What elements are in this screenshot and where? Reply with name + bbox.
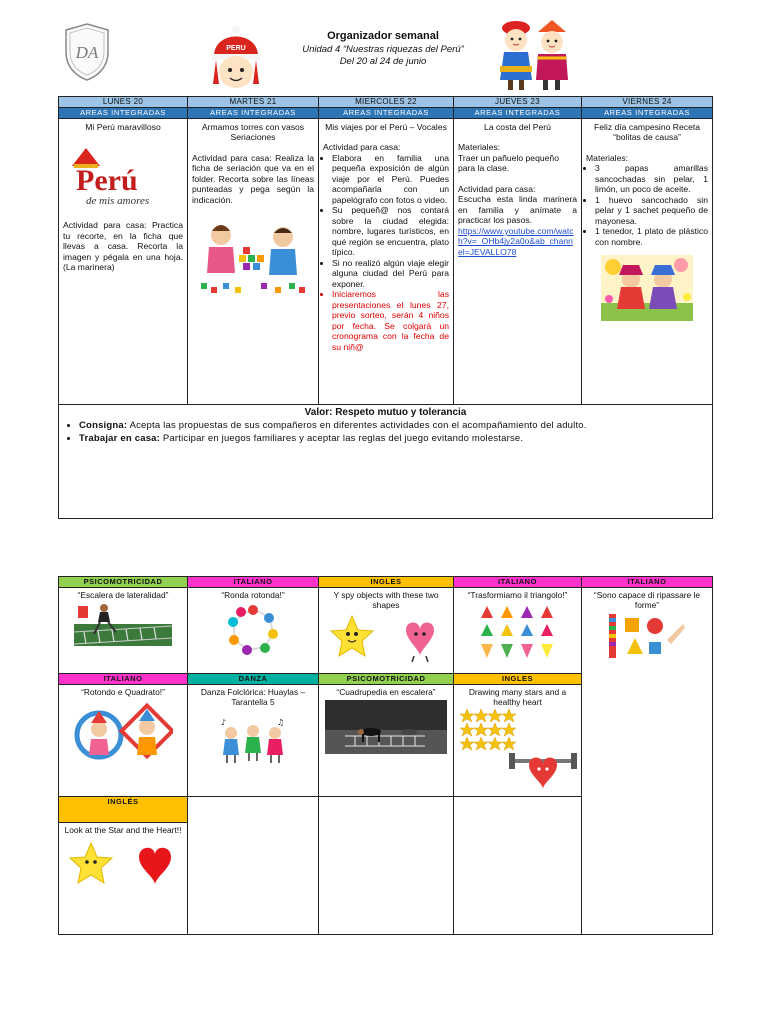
list-item: • Elabora en familia una pequeña exposición de algún viaje por el Perú. Puedes acompañarla con un papelógrafo con fotos o video. bbox=[332, 153, 449, 205]
jueves-title: La costa del Perú bbox=[484, 122, 551, 132]
italiano-cell bbox=[582, 588, 713, 935]
tracing-shapes-icon bbox=[609, 612, 685, 664]
list-item: • 1 tenedor, 1 plato de plástico con nombre. bbox=[595, 226, 708, 247]
area-header-psicomotricidad: PSICOMOTRICIDAD bbox=[59, 577, 188, 588]
svg-text:Perú: Perú bbox=[76, 164, 138, 198]
viernes-materiales-label: Materiales: bbox=[586, 152, 629, 163]
lunes-activity: Actividad para casa: Practica tu recorte, en la ficha que llevas a casa. Recorta la imagen y pégala en una hoja. (La marinera) bbox=[63, 220, 183, 273]
empty-cell bbox=[454, 797, 582, 935]
area-header: AREAS INTEGRADAS bbox=[319, 108, 454, 119]
day-header-viernes: VIERNES 24 bbox=[582, 97, 713, 108]
list-item: • 3 papas amarillas sancochadas sin pelar, 1 limón, un poco de aceite. bbox=[595, 163, 708, 194]
area-header-ingles: INGLÉS bbox=[59, 797, 188, 823]
italiano-cell bbox=[454, 588, 582, 674]
day-header-martes: MARTES 21 bbox=[188, 97, 319, 108]
circle-and-square-kids-icon bbox=[73, 699, 173, 771]
martes-cell bbox=[188, 119, 319, 405]
area-header-italiano: ITALIANO bbox=[454, 577, 582, 588]
activity-title: Danza Folclórica: Huaylas –Tarantella 5 bbox=[200, 687, 306, 708]
jueves-cell bbox=[454, 119, 582, 405]
svg-text:de mis amores: de mis amores bbox=[86, 195, 150, 208]
area-header-ingles: INGLES bbox=[319, 577, 454, 588]
activity-title: “Cuadrupedia en escalera” bbox=[336, 687, 436, 697]
viernes-cell bbox=[582, 119, 713, 405]
activity-title: “Ronda rotonda!” bbox=[221, 590, 285, 600]
area-header-danza: DANZA bbox=[188, 674, 319, 685]
weekly-planner-table bbox=[58, 96, 713, 519]
header-dates: Del 20 al 24 de junio bbox=[339, 56, 427, 67]
activity-title: “Rotondo e Quadrato!” bbox=[81, 687, 165, 697]
consigna-item: • Consigna: Acepta las propuestas de sus compañeros en diferentes actividades con el acompañamiento del adulto. bbox=[79, 420, 706, 432]
svg-text:♫: ♫ bbox=[277, 718, 285, 728]
star-and-heart-characters-icon bbox=[328, 614, 444, 664]
quadruped-ladder-photo bbox=[325, 700, 447, 754]
day-header-lunes: LUNES 20 bbox=[59, 97, 188, 108]
area-header-ingles: INGLES bbox=[454, 674, 582, 685]
list-item: • Si no realizó algún viaje elegir alguna ciudad del Perú para exponer. bbox=[332, 258, 449, 289]
valor-section bbox=[59, 405, 713, 519]
kids-stacking-cups-icon bbox=[195, 217, 311, 297]
day-header-miercoles: MIERCOLES 22 bbox=[319, 97, 454, 108]
viernes-title: Feliz día campesino Receta “bolitas de causa” bbox=[593, 122, 701, 143]
activity-title: Y spy objects with these two shapes bbox=[333, 590, 439, 611]
special-areas-table bbox=[58, 576, 713, 935]
martes-title: Armamos torres con vasos Seriaciones bbox=[201, 122, 305, 143]
trabajar-en-casa-item: • Trabajar en casa: Participar en juegos familiares y aceptar las reglas del juego evitando molestarse. bbox=[79, 433, 706, 445]
activity-title: “Escalera de lateralidad” bbox=[77, 590, 169, 600]
campesino-children-icon bbox=[601, 255, 693, 321]
day-header-jueves: JUEVES 23 bbox=[454, 97, 582, 108]
jueves-materiales: Traer un pañuelo pequeño para la clase. bbox=[458, 152, 559, 174]
danza-cell bbox=[188, 685, 319, 797]
area-header: AREAS INTEGRADAS bbox=[59, 108, 188, 119]
italiano-cell bbox=[188, 588, 319, 674]
activity-title: “Trasformiamo il triangolo!” bbox=[467, 590, 568, 600]
peru-de-mis-amores-logo bbox=[64, 144, 182, 210]
martes-activity: Actividad para casa: Realiza la ficha de seriación que va en el folder. Recorta sobre las líneas punteadas y pega según la indicación. bbox=[192, 152, 314, 205]
svg-text:♪: ♪ bbox=[221, 718, 227, 728]
italiano-cell bbox=[59, 685, 188, 797]
area-header-italiano: ITALIANO bbox=[59, 674, 188, 685]
ingles-cell bbox=[454, 685, 582, 797]
svg-text:DA: DA bbox=[75, 43, 99, 62]
viernes-materiales-list bbox=[586, 163, 708, 247]
area-header-italiano: ITALIANO bbox=[582, 577, 713, 588]
empty-cell bbox=[188, 797, 319, 935]
list-item: • 1 huevo sancochado sin pelar y 1 sachet pequeño de mayonesa. bbox=[595, 195, 708, 226]
psicomotricidad-cell bbox=[319, 685, 454, 797]
children-circle-icon bbox=[223, 602, 283, 658]
area-header-psicomotricidad: PSICOMOTRICIDAD bbox=[319, 674, 454, 685]
school-logo-icon bbox=[62, 22, 112, 82]
list-item: • Su pequeñ@ nos contará sobre la ciudad elegida: nombre, lugares turísticos, en qué región se encuentra, plato típico. bbox=[332, 205, 449, 257]
miercoles-activity-list bbox=[323, 153, 449, 352]
header-title: Organizador semanal bbox=[327, 30, 439, 42]
presentations-notice: • Iniciaremos las presentaciones el lunes 27, previo sorteo, serán 4 niños por fecha. Se colgará un cronograma con la fecha de su niñ@ bbox=[332, 289, 449, 352]
lunes-cell bbox=[59, 119, 188, 405]
header-subtitle: Unidad 4 “Nuestras riquezas del Perú” bbox=[302, 44, 464, 55]
psicomotricidad-cell bbox=[59, 588, 188, 674]
lunes-title: Mi Perú maravilloso bbox=[85, 122, 161, 132]
ingles-cell bbox=[59, 823, 188, 935]
jueves-materiales-label: Materiales: bbox=[458, 142, 501, 153]
valor-title: Valor: Respeto mutuo y tolerancia bbox=[304, 407, 467, 418]
valor-list bbox=[65, 420, 706, 444]
area-header: AREAS INTEGRADAS bbox=[582, 108, 713, 119]
peruvian-boy-icon bbox=[204, 22, 268, 92]
andean-children-icon bbox=[494, 18, 574, 94]
activity-title: Drawing many stars and a healthy heart bbox=[468, 687, 567, 708]
area-header: AREAS INTEGRADAS bbox=[454, 108, 582, 119]
svg-text:PERU: PERU bbox=[226, 45, 246, 52]
miercoles-title: Mis viajes por el Perú – Vocales bbox=[325, 122, 447, 132]
miercoles-cell bbox=[319, 119, 454, 405]
ingles-cell bbox=[319, 588, 454, 674]
stars-and-heart-icon bbox=[459, 709, 577, 789]
youtube-link[interactable]: https://www.youtube.com/watch?v=_OHb4jy2a0o&ab_channel=JEVALLO78 bbox=[458, 225, 574, 257]
area-header-italiano: ITALIANO bbox=[188, 577, 319, 588]
miercoles-activity-label: Actividad para casa: bbox=[323, 142, 401, 153]
star-and-heart-icon bbox=[67, 839, 179, 891]
triangle-shapes-icon bbox=[475, 602, 561, 660]
activity-title: “Sono capace di ripassare le forme” bbox=[593, 590, 701, 611]
area-header: AREAS INTEGRADAS bbox=[188, 108, 319, 119]
jueves-activity-label: Actividad para casa: bbox=[458, 183, 536, 194]
agility-ladder-icon bbox=[74, 602, 172, 646]
jueves-activity: Escucha esta linda marinera en familia y anímate a practicar los pasos. bbox=[458, 194, 577, 226]
empty-cell bbox=[319, 797, 454, 935]
dancing-kids-icon bbox=[217, 717, 289, 763]
page-header bbox=[58, 18, 712, 96]
activity-title: Look at the Star and the Heart!! bbox=[64, 825, 182, 835]
